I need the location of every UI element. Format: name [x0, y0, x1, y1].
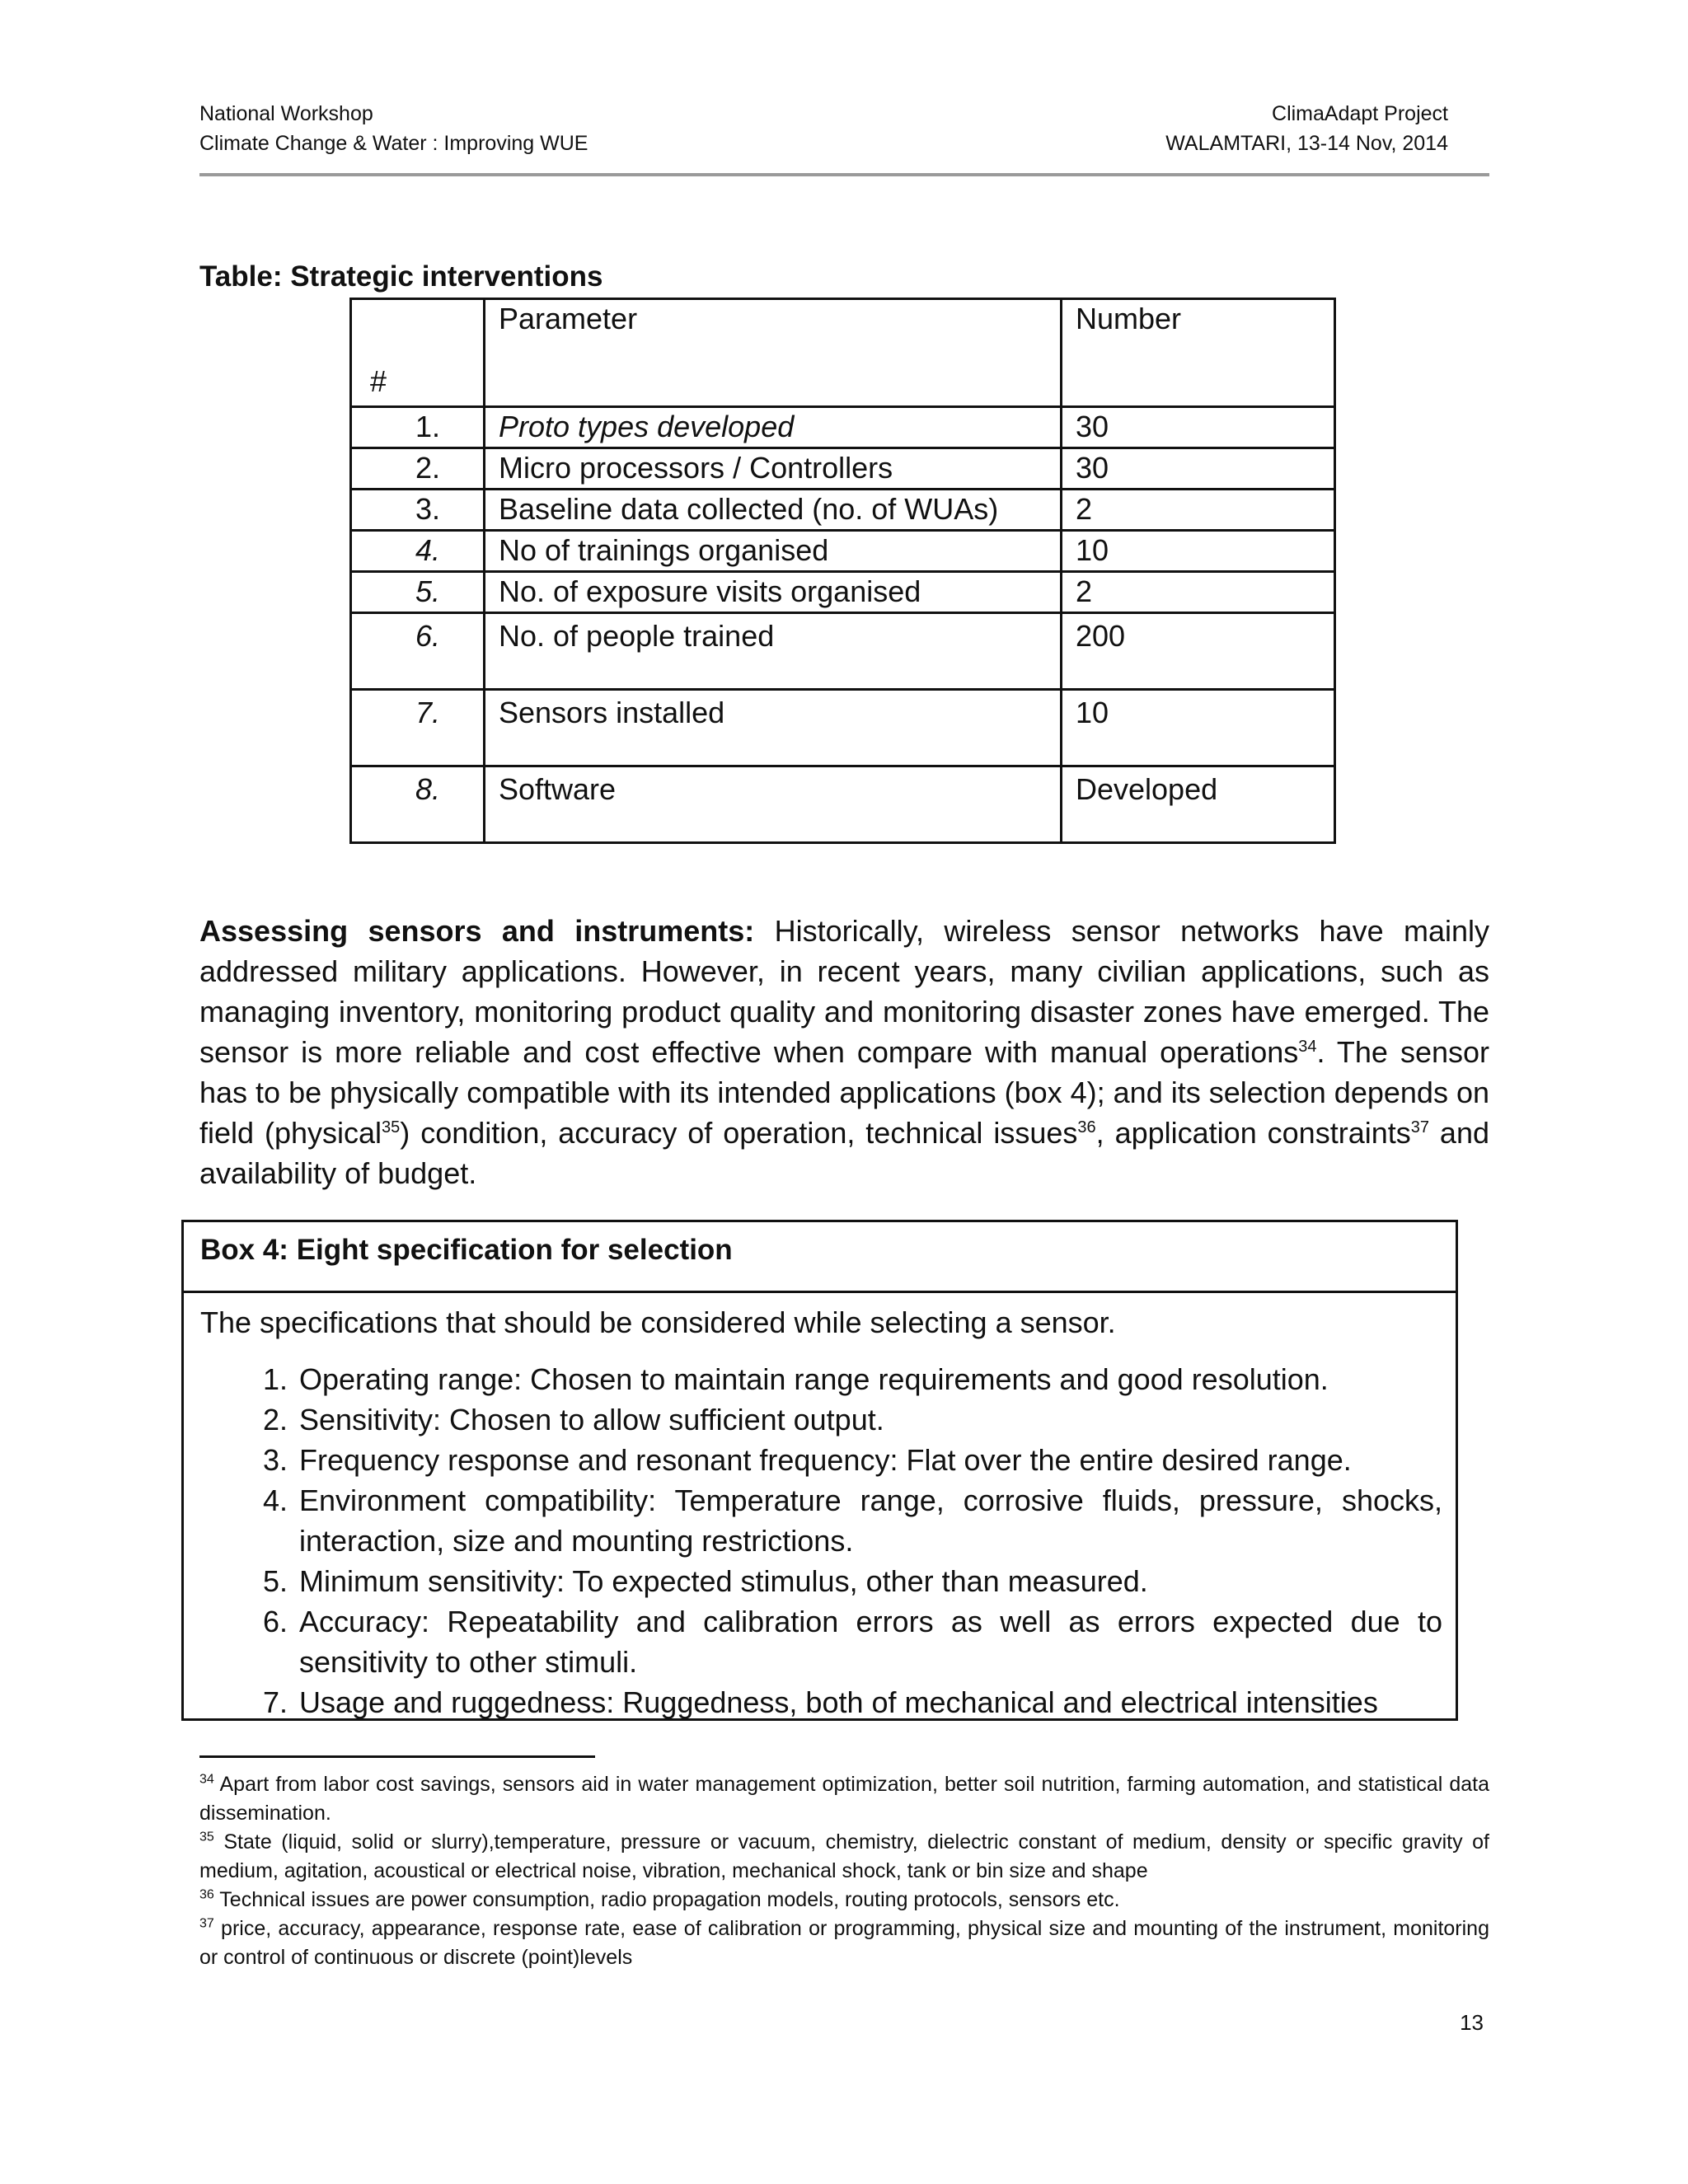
footnote-number: 37: [199, 1916, 214, 1931]
list-item: [241, 1561, 1442, 1601]
row-index: 1.: [351, 407, 485, 448]
page-header: [199, 99, 1489, 173]
row-number: 2: [1062, 572, 1335, 613]
footnote-ref-link[interactable]: 37: [1410, 1118, 1429, 1137]
list-item-text: Operating range: Chosen to maintain range requirements and good resolution.: [299, 1362, 1329, 1396]
paragraph-text: and availability of budget.: [199, 1116, 1489, 1190]
row-number: 10: [1062, 531, 1335, 572]
box-intro: The specifications that should be considered while selecting a sensor.: [200, 1305, 1116, 1339]
header-right: [1165, 99, 1448, 158]
list-item-number: 2.: [262, 1403, 288, 1436]
table-header-row: [351, 299, 1335, 407]
list-item-text: Usage and ruggedness: Ruggedness, both of mechanical and electrical intensities: [299, 1685, 1378, 1719]
list-item: [241, 1682, 1442, 1721]
paragraph-text: , application constraints: [1095, 1116, 1411, 1150]
table-row: [351, 690, 1335, 766]
header-parameter: Parameter: [485, 299, 1062, 407]
list-item-text: Frequency response and resonant frequency: Flat over the entire desired range.: [299, 1443, 1352, 1477]
footnote-separator: [199, 1755, 595, 1758]
list-item-number: 7.: [262, 1685, 288, 1719]
row-index: 7.: [351, 690, 485, 766]
row-number: 10: [1062, 690, 1335, 766]
list-item-text: Sensitivity: Chosen to allow sufficient output.: [299, 1403, 884, 1436]
list-item: [241, 1480, 1442, 1561]
list-item: [241, 1440, 1442, 1480]
row-parameter: No. of exposure visits organised: [485, 572, 1062, 613]
footnote-number: 34: [199, 1772, 214, 1787]
row-number: 2: [1062, 490, 1335, 531]
table-row: [351, 531, 1335, 572]
footnote-36: [199, 1886, 1489, 1915]
specification-list: [184, 1359, 1456, 1721]
footnote-text: Technical issues are power consumption, radio propagation models, routing protocols, sensors etc.: [213, 1888, 1120, 1911]
table-row: [351, 490, 1335, 531]
list-item: [241, 1399, 1442, 1440]
list-item: [241, 1601, 1442, 1682]
row-number: 30: [1062, 448, 1335, 490]
row-number: 200: [1062, 613, 1335, 690]
row-parameter: Proto types developed: [485, 407, 1062, 448]
footnote-text: price, accuracy, appearance, response rate, ease of calibration or programming, physical size and mounting of the instrument, monitoring or control of continuous or discrete (point)levels: [199, 1917, 1489, 1969]
list-item-text: Minimum sensitivity: To expected stimulus, other than measured.: [299, 1564, 1148, 1598]
assessing-sensors-paragraph: [199, 911, 1489, 1193]
list-item-text: Environment compatibility: Temperature range, corrosive fluids, pressure, shocks, interaction, size and mounting restrictions.: [299, 1483, 1442, 1558]
table-row: [351, 766, 1335, 843]
paragraph-text: Historically, wireless sensor networks have mainly addressed military applications. However, in recent years, many civilian applications, such as managing inventory, monitoring product quality and monitoring disaster zones have emerged. The sensor is more reliable and cost effective when compare with manual operations: [199, 914, 1489, 1069]
row-parameter: Micro processors / Controllers: [485, 448, 1062, 490]
workshop-theme: Climate Change & Water : Improving WUE: [199, 132, 588, 155]
header-hash: #: [351, 299, 485, 407]
header-left: [199, 99, 588, 158]
footnote-34: [199, 1770, 1489, 1828]
project-name: ClimaAdapt Project: [1272, 102, 1448, 125]
paragraph-text: . The sensor has to be physically compatible with its intended applications (box 4); and its selection depends on field (physical: [199, 1035, 1490, 1150]
paragraph-heading: Assessing sensors and instruments:: [199, 914, 755, 948]
list-item: [241, 1359, 1442, 1399]
table-row: [351, 407, 1335, 448]
footnote-ref-link[interactable]: 36: [1077, 1118, 1096, 1137]
footnote-37: [199, 1915, 1489, 1972]
list-item-number: 1.: [262, 1362, 288, 1396]
row-parameter: Software: [485, 766, 1062, 843]
row-parameter: No. of people trained: [485, 613, 1062, 690]
page-number: 13: [1460, 2010, 1484, 2035]
footnote-ref-link[interactable]: 34: [1298, 1038, 1317, 1056]
strategic-interventions-table: [349, 298, 1336, 844]
list-item-number: 5.: [262, 1564, 288, 1598]
row-parameter: Sensors installed: [485, 690, 1062, 766]
row-index: 6.: [351, 613, 485, 690]
table-row: [351, 448, 1335, 490]
list-item-number: 6.: [262, 1605, 288, 1638]
workshop-name: National Workshop: [199, 102, 373, 125]
box-4-specifications: [181, 1220, 1458, 1721]
header-number: Number: [1062, 299, 1335, 407]
header-divider: [199, 173, 1489, 176]
paragraph-text: ) condition, accuracy of operation, technical issues: [400, 1116, 1078, 1150]
list-item-number: 3.: [262, 1443, 288, 1477]
row-index: 2.: [351, 448, 485, 490]
row-parameter: Baseline data collected (no. of WUAs): [485, 490, 1062, 531]
footnote-ref-link[interactable]: 35: [382, 1118, 401, 1137]
list-item-text: Accuracy: Repeatability and calibration errors as well as errors expected due to sensitivity to other stimuli.: [299, 1605, 1442, 1679]
footnote-text: Apart from labor cost savings, sensors aid in water management optimization, better soil nutrition, farming automation, and statistical data dissemination.: [199, 1773, 1489, 1825]
footnote-number: 36: [199, 1887, 214, 1902]
event-venue-date: WALAMTARI, 13-14 Nov, 2014: [1165, 132, 1448, 155]
row-index: 5.: [351, 572, 485, 613]
footnote-text: State (liquid, solid or slurry),temperature, pressure or vacuum, chemistry, dielectric constant of medium, density or specific gravity of medium, agitation, acoustical or electrical noise, vibration, mechanical shock, tank or bin size and shape: [199, 1830, 1489, 1882]
footnote-number: 35: [199, 1830, 214, 1844]
footnotes: [199, 1770, 1489, 1972]
row-parameter: No of trainings organised: [485, 531, 1062, 572]
box-title: Box 4: Eight specification for selection: [184, 1222, 1456, 1293]
row-index: 8.: [351, 766, 485, 843]
table-row: [351, 572, 1335, 613]
row-index: 4.: [351, 531, 485, 572]
footnote-35: [199, 1828, 1489, 1886]
table-title: Table: Strategic interventions: [199, 260, 603, 293]
table-row: [351, 613, 1335, 690]
row-number: Developed: [1062, 766, 1335, 843]
list-item-number: 4.: [262, 1483, 288, 1517]
row-number: 30: [1062, 407, 1335, 448]
row-index: 3.: [351, 490, 485, 531]
